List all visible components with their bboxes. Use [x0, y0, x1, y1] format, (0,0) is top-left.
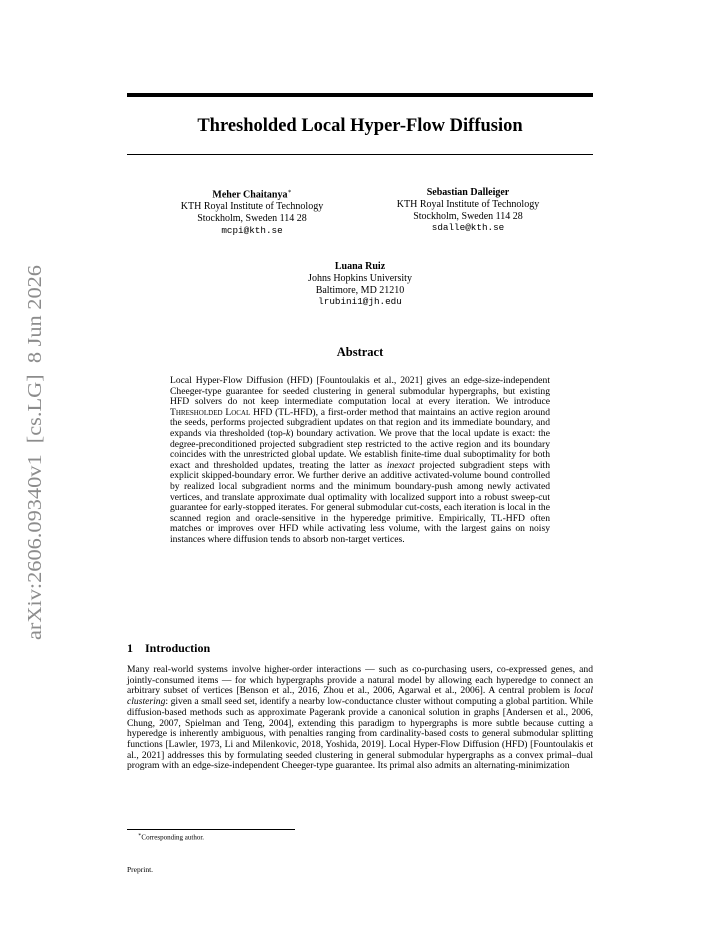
- author-address: Baltimore, MD 21210: [315, 284, 405, 296]
- author-affiliation: KTH Royal Institute of Technology: [180, 201, 324, 213]
- arxiv-stamp-text: arXiv:2606.09340v1 [cs.LG] 8 Jun 2026: [25, 312, 46, 640]
- section-title: Introduction: [145, 641, 211, 655]
- footnote-rule: [127, 829, 295, 830]
- author-email: mcpi@kth.se: [221, 224, 283, 236]
- author-block-1: [162, 187, 342, 237]
- author-block-3: [270, 261, 450, 308]
- author-address: Stockholm, Sweden 114 28: [197, 212, 307, 224]
- preprint-label: Preprint.: [127, 865, 154, 874]
- section-heading-introduction: [127, 641, 210, 656]
- abstract-body: Local Hyper-Flow Diffusion (HFD) [Fountoulakis et al., 2021] gives an edge-size-independent Cheeger-type guarantee for seeded clustering in general submodular hypergraphs, but existing HFD solvers do not keep intermediate computation local at every iteration. We introduce Thresholded Local HFD (TL-HFD), a first-order method that maintains an active region around the seeds, performs projected subgradient updates on that region and its immediate boundary, and expands via thresholded (top-k) boundary activation. We prove that the local update is exact: the degree-preconditioned projected subgradient step restricted to the active region and its boundary coincides with the unrestricted global update. We establish finite-time dual suboptimality for both exact and thresholded updates, treating the latter as inexact projected subgradient steps with explicit skipped-boundary error. We further derive an additive activated-volume bound controlled by realized local subgradient norms and the minimum boundary-push among newly activated vertices, and translate approximate dual optimality with localized support into a robust sweep-cut guarantee for early-stopped iterates. For general submodular cut-costs, each iteration is local in the scanned region and oracle-sensitive in the hyperedge primitive. Empirically, TL-HFD often matches or improves over HFD while activating less volume, with the largest gains on noisy instances where diffusion tends to absorb non-target vertices.: [170, 375, 550, 545]
- arxiv-stamp: [22, 265, 48, 640]
- author-address: Stockholm, Sweden 114 28: [413, 210, 523, 222]
- author-affiliation: KTH Royal Institute of Technology: [396, 198, 540, 210]
- author-name: Sebastian Dalleiger: [426, 187, 510, 198]
- method-name: Thresholded Local: [170, 406, 251, 418]
- author-email: lrubini1@jh.edu: [318, 296, 402, 308]
- author-name: Luana Ruiz: [334, 261, 386, 272]
- title-bottom-rule: [127, 154, 593, 155]
- author-affiliation: Johns Hopkins University: [308, 272, 412, 284]
- corresponding-mark: ∗: [287, 189, 292, 195]
- footnote: ∗Corresponding author.: [138, 833, 205, 842]
- abstract-heading: Abstract: [336, 345, 384, 359]
- introduction-body: Many real-world systems involve higher-order interactions — such as co-purchasing users, co-expressed genes, and jointly-consumed items — for which hypergraphs provide a natural model by allowing each hyperedge to connect an arbitrary subset of vertices [Benson et al., 2016, Zhou et al., 2006, Agarwal et al., 2006]. A central problem is local clustering: given a small seed set, identify a nearby low-conductance cluster without computing a global partition. While diffusion-based methods such as approximate Pagerank provide a canonical solution in graphs [Andersen et al., 2006, Chung, 2007, Spielman and Teng, 2004], extending this paradigm to hypergraphs is more subtle because cutting a hyperedge is inherently ambiguous, with penalties ranging from cardinality-based costs to general submodular splitting functions [Lawler, 1973, Li and Milenkovic, 2018, Yoshida, 2019]. Local Hyper-Flow Diffusion (HFD) [Fountoulakis et al., 2021] addresses this by formulating seeded clustering in general submodular hypergraphs as a convex primal–dual program with an edge-size-independent Cheeger-type guarantee. Its primal also admits an alternating-minimization: [127, 664, 593, 772]
- author-email: sdalle@kth.se: [431, 222, 505, 234]
- section-number: 1: [127, 641, 133, 655]
- title-top-rule: [127, 93, 593, 97]
- author-block-2: [378, 187, 558, 234]
- author-name: Meher Chaitanya∗: [212, 189, 292, 201]
- paper-title: Thresholded Local Hyper-Flow Diffusion: [197, 116, 523, 136]
